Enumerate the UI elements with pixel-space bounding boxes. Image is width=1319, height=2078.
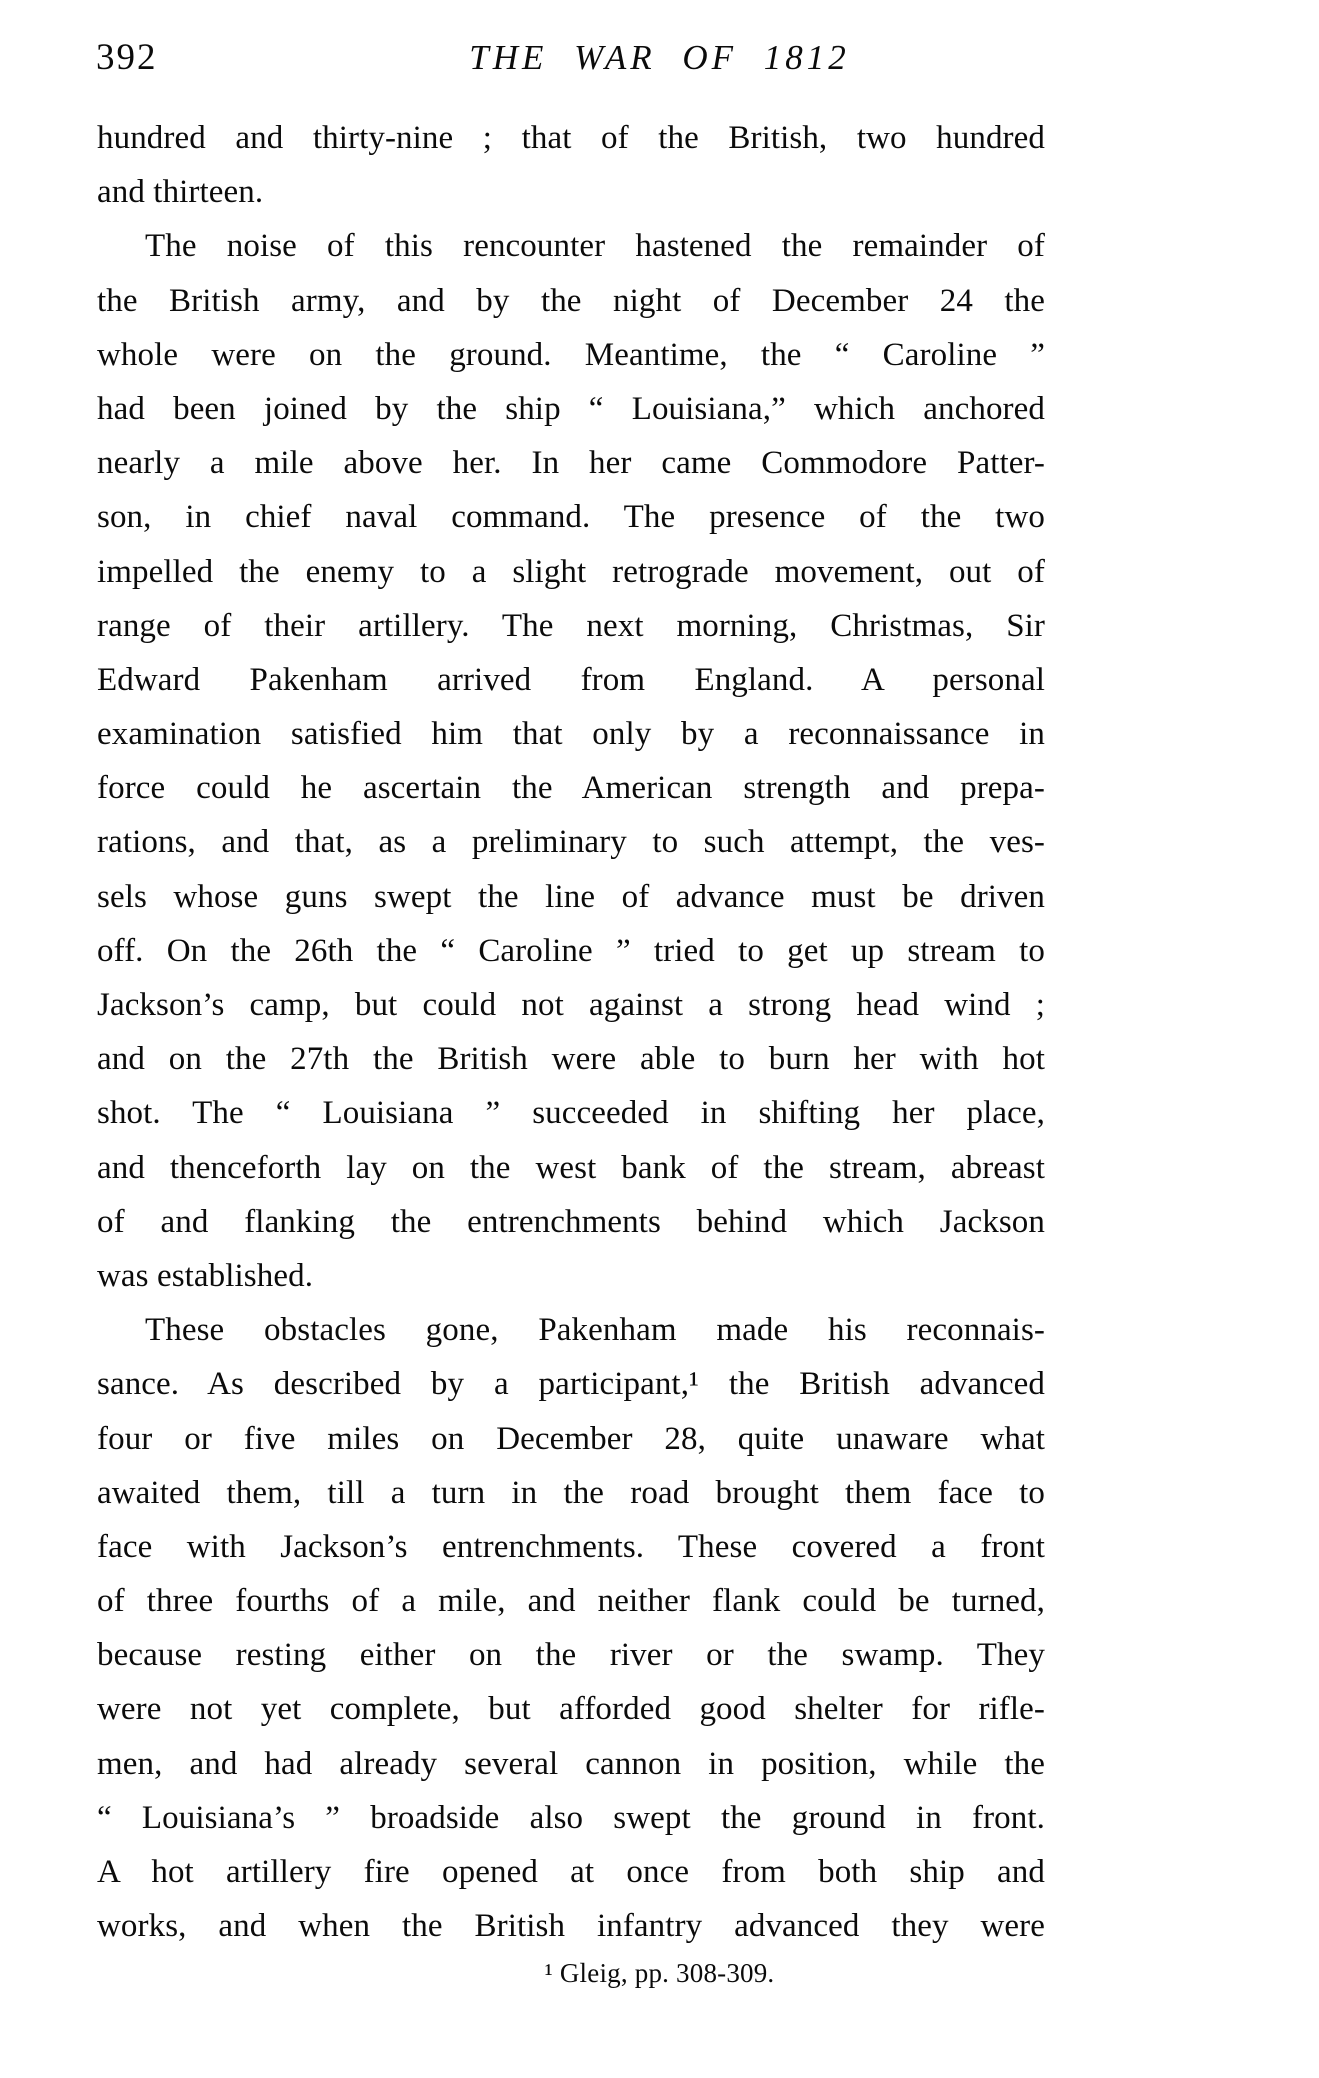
text-line: Edward Pakenham arrived from England. A personal [97, 661, 1045, 698]
text-line: Jackson’s camp, but could not against a strong head wind ; [97, 987, 1045, 1023]
text-line: hundred and thirty-nine ; that of the British, two hundred [97, 120, 1045, 156]
page-number: 392 [96, 37, 158, 78]
text-line: works, and when the British infantry advanced they were [97, 1908, 1045, 1945]
text-line: off. On the 26th the “ Caroline ” tried to get up stream to [97, 932, 1045, 969]
footnote: ¹ Gleig, pp. 308-309. [544, 1958, 775, 1988]
text-line: range of their artillery. The next morning, Christmas, Sir [97, 607, 1045, 644]
text-line: of three fourths of a mile, and neither flank could be turned, [97, 1583, 1045, 1620]
running-title: THE WAR OF 1812 [469, 38, 850, 77]
text-line: son, in chief naval command. The presence of the two [97, 499, 1045, 536]
body-text [97, 111, 1045, 1953]
text-line: and thenceforth lay on the west bank of the stream, abreast [97, 1149, 1045, 1186]
text-line: sance. As described by a participant,¹ the British advanced [97, 1366, 1045, 1403]
text-line: nearly a mile above her. In her came Commodore Patter- [97, 445, 1045, 482]
text-line: The noise of this rencounter hastened the remainder of [145, 228, 1045, 265]
text-line: rations, and that, as a preliminary to such attempt, the ves- [97, 824, 1045, 861]
text-line: force could he ascertain the American strength and prepa- [97, 770, 1045, 807]
text-line: men, and had already several cannon in position, while the [97, 1745, 1045, 1782]
text-line: sels whose guns swept the line of advance must be driven [97, 878, 1045, 915]
text-line: whole were on the ground. Meantime, the “ Caroline ” [97, 336, 1045, 373]
text-line: These obstacles gone, Pakenham made his reconnais- [145, 1312, 1045, 1349]
text-line: of and flanking the entrenchments behind which Jackson [97, 1203, 1045, 1240]
text-line: face with Jackson’s entrenchments. These covered a front [97, 1528, 1045, 1565]
text-line: the British army, and by the night of December 24 the [97, 282, 1045, 319]
text-line: was established. [97, 1257, 314, 1294]
running-header [0, 38, 1319, 82]
text-line: “ Louisiana’s ” broadside also swept the ground in front. [97, 1799, 1045, 1836]
text-line: and on the 27th the British were able to burn her with hot [97, 1041, 1045, 1078]
text-line: were not yet complete, but afforded good shelter for rifle- [97, 1691, 1045, 1728]
text-line: four or five miles on December 28, quite unaware what [97, 1420, 1045, 1457]
text-line: A hot artillery fire opened at once from both ship and [97, 1854, 1045, 1890]
text-line: because resting either on the river or the swamp. They [97, 1637, 1045, 1674]
text-line: shot. The “ Louisiana ” succeeded in shifting her place, [97, 1095, 1045, 1132]
text-line: examination satisfied him that only by a reconnaissance in [97, 716, 1045, 753]
text-line: and thirteen. [97, 174, 264, 211]
text-line: had been joined by the ship “ Louisiana,” which anchored [97, 390, 1045, 427]
text-line: impelled the enemy to a slight retrograde movement, out of [97, 553, 1045, 590]
text-line: awaited them, till a turn in the road brought them face to [97, 1474, 1045, 1511]
